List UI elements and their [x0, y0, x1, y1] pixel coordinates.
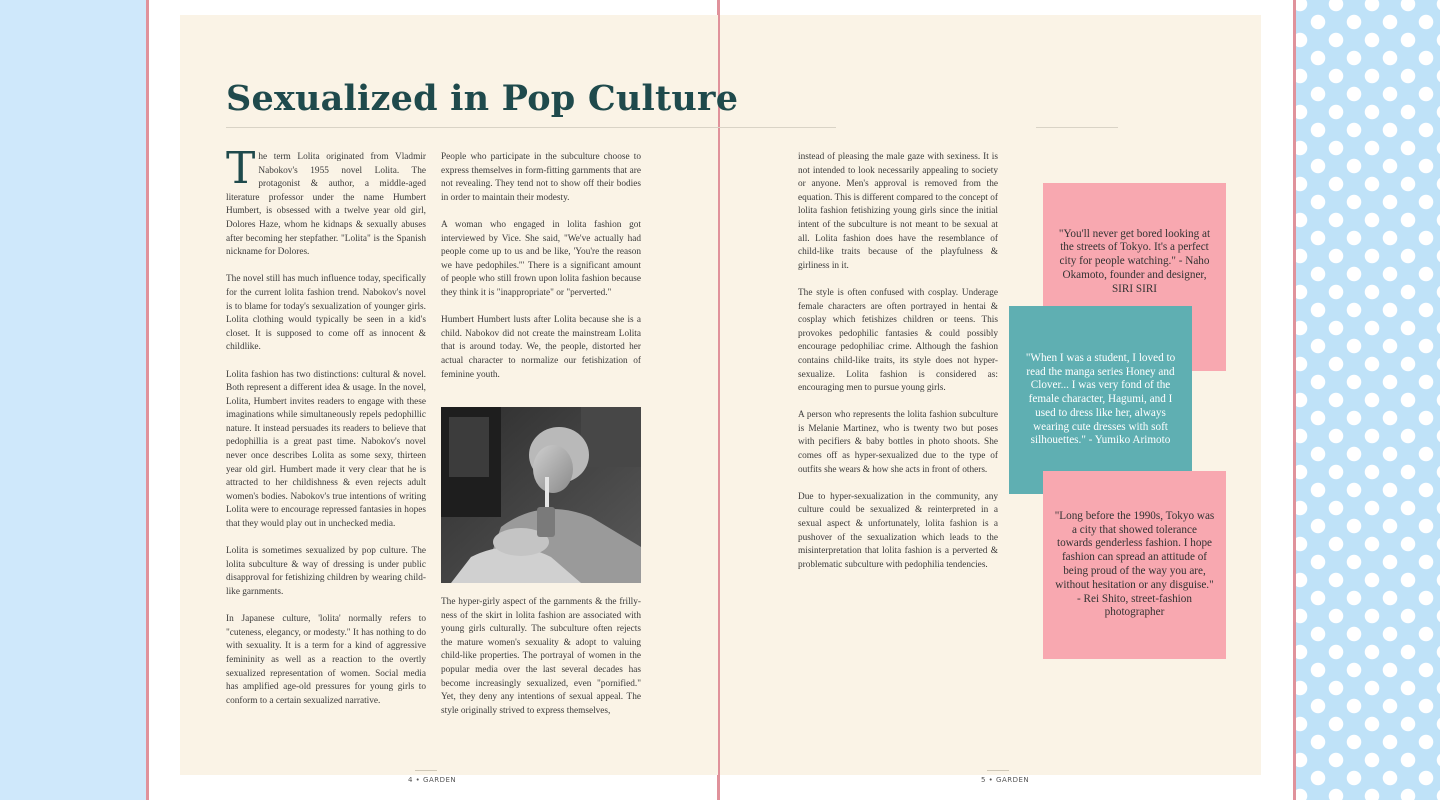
- paragraph: The novel still has much influence today, specifically for the current lolita fashion trend. Nabokov's novel is to blame for today's sexualization of younger girls. Lolita clothing would typically be seen in a kid's closet. It is supposed to come off as innocent & childlike.: [226, 274, 426, 353]
- paragraph: In Japanese culture, 'lolita' normally refers to "cuteness, elegancy, or modesty." It has nothing to do with sexuality. It is a term for a kind of aggressive femininity as well as a reaction to the overtly sexualized representation of women. Social media has amplified age-old pressures for young girls to conform to a certain sexualized narrative.: [226, 614, 426, 706]
- photo-illustration: [441, 407, 641, 583]
- title-rule: [226, 127, 836, 128]
- paragraph: instead of pleasing the male gaze with sexiness. It is not intended to look necessarily appealing to society or anyone. Men's approval is removed from the equation. This is different compared to the concept of lolita fashion fetishizing young girls since the initial intent of the subculture is not meant to be sexual at all. Lolita fashion does have the resemblance of child-like traits because of the playfulness & girliness in it.: [798, 152, 998, 271]
- page-number-left: 4 • GARDEN: [408, 776, 457, 784]
- paragraph: A person who represents the lolita fashion subculture is Melanie Martinez, who is twenty two but poses with pecifiers & baby bottles in photo shoots. She comes off as hyper-sexualized due to the type of outfits she wears & how she acts in front of others.: [798, 410, 998, 475]
- black-and-white-photo: [441, 407, 641, 583]
- paragraph: The term Lolita originated from Vladmir Nabokov's 1955 novel Lolita. The protagonist & author, a middle-aged literature professor under the name Humbert Humbert, is obsessed with a twelve year old girl, Dolores Haze, whom he kidnaps & sexually abuses after becoming her stepfather. "Lolita" is the Spanish nickname for Dolores.: [226, 143, 426, 258]
- paragraph: Humbert Humbert lusts after Lolita because she is a child. Nabokov did not create the mainstream Lolita that is around today. We, the people, distorted her actual character to normalize our fetishization of feminine youth.: [441, 315, 641, 380]
- left-column-2-top: [441, 151, 641, 396]
- left-page-border: [146, 0, 149, 800]
- quote-text: "When I was a student, I loved to read the manga series Honey and Clover... I was very fond of the female character, Hagumi, and I used to dress like her, always wearing cute dresses with soft silhouettes." - Yumiko Arimoto: [1025, 351, 1176, 447]
- drop-cap: T: [226, 143, 256, 194]
- footer-mark: [987, 770, 1009, 771]
- quote-text: "Long before the 1990s, Tokyo was a city that showed tolerance towards genderless fashion. I hope fashion can spread an attitude of being proud of the way you are, without hesitation or any disguise." - Rei Shito, street-fashion photographer: [1054, 509, 1215, 619]
- paragraph: The hyper-girly aspect of the garnments & the frilly-ness of the skirt in lolita fashion are associated with young girls culturally. The subculture often rejects the mature women's sexuality & adopt to valuing child-like properties. The portrayal of women in the popular media over the last several decades has become increasingly sexualized, even "pornified." Yet, they deny any intentions of sexual appeal. The style originally strived to express themselves,: [441, 597, 641, 716]
- paragraph: The style is often confused with cosplay. Underage female characters are often portrayed in hentai & cosplay which fetishizes children or teens. This provokes pedophilic fantasies & could possibly encourage pedophiliac crime. Although the fashion contains child-like traits, its style does not hyper-sexualize. Lolita fashion is considered as: encouraging men to pursue young girls.: [798, 287, 998, 394]
- polka-dot-background: [1296, 0, 1440, 800]
- left-column-1: [226, 143, 426, 722]
- right-column: [798, 151, 998, 586]
- page-number-right: 5 • GARDEN: [981, 776, 1030, 784]
- paragraph: Lolita is sometimes sexualized by pop culture. The lolita subculture & way of dressing is under public disapproval for fetishizing children by wearing child-like garnments.: [226, 546, 426, 597]
- paragraph: People who participate in the subculture choose to express themselves in form-fitting garnments that are not revealing. They tend not to show off their bodies in order to maintain their modesty.: [441, 152, 641, 203]
- paragraph: Lolita fashion has two distinctions: cultural & novel. Both represent a different idea & usage. In the novel, Lolita, Humbert invites readers to engage with these imaginations while simultaneously repels pedophillic nature. It instead persuades its readers to believe that pedophillia is a great past time. Nabokov's novel never once describes Lolita as some sexy, thirteen year old girl. Humbert made it very clear that he is attracted to her childishness & even rejects adult women's bodies. Nabokov's true intentions of writing Lolita were to encourage repressed fantasies in hopes that they would play out in unchecked media.: [226, 369, 426, 530]
- paragraph: Due to hyper-sexualization in the community, any culture could be sexualized & reinterpreted in a sexual aspect & unfortunately, lolita fashion is a pushover of the sexualization which leads to the misinterpretation that lolita fashion is a perverted & problematic subculture with pedophilia tendencies.: [798, 491, 998, 570]
- article-title: Sexualized in Pop Culture: [226, 78, 739, 119]
- paragraph: A woman who engaged in lolita fashion got interviewed by Vice. She said, "We've actually had people come up to us and be like, 'You're the reason we have pedophiles.'" There is a significant amount of people who still frown upon lolita fashion because they think it is "inappropriate" or "perverted.": [441, 219, 641, 298]
- left-background: [0, 0, 146, 800]
- footer-mark: [415, 770, 437, 771]
- right-page-border: [1293, 0, 1296, 800]
- pull-quote-teal: [1009, 306, 1192, 494]
- left-column-2-bottom: [441, 596, 641, 732]
- title-rule-right: [1036, 127, 1118, 128]
- quote-text: "You'll never get bored looking at the streets of Tokyo. It's a perfect city for people watching." - Naho Okamoto, founder and designer, SIRI SIRI: [1058, 227, 1211, 295]
- pull-quote-pink-bottom: [1043, 471, 1226, 659]
